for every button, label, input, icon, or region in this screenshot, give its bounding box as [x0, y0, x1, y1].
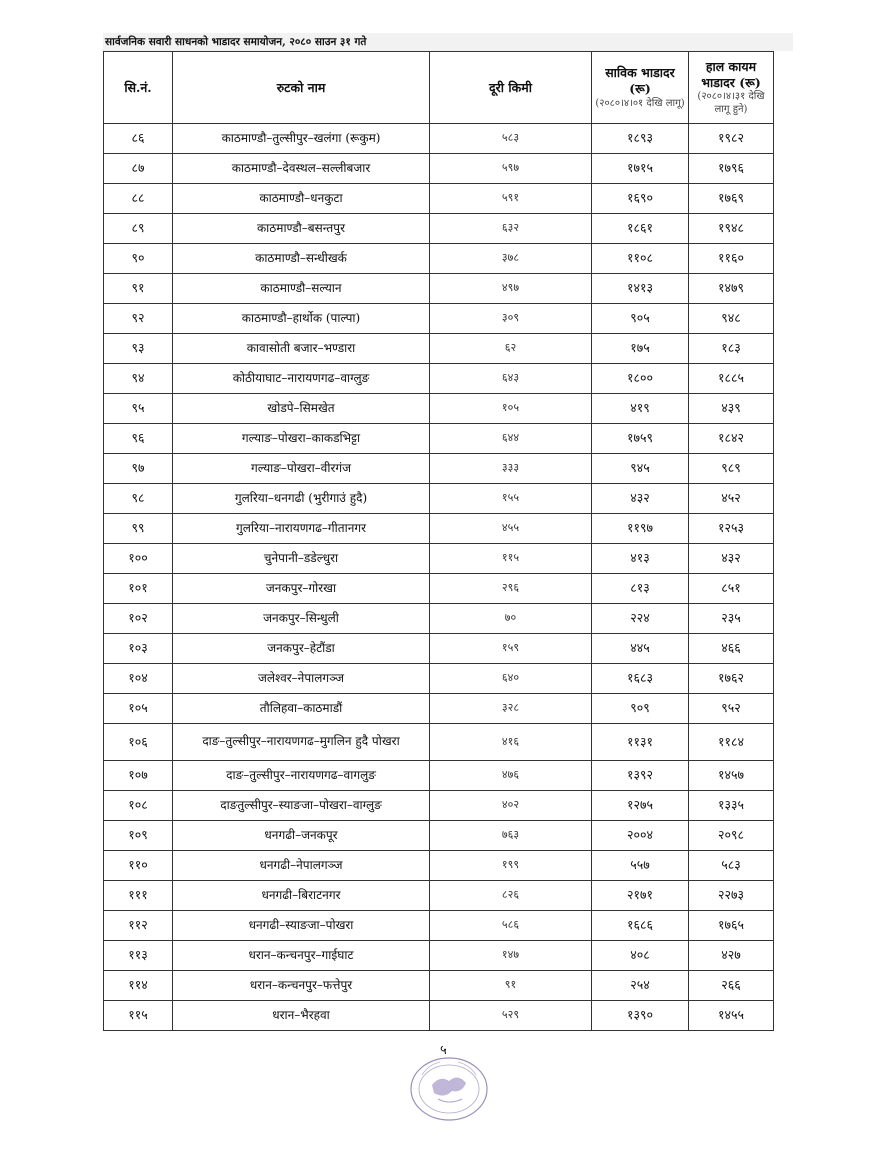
column-header-new-rate [689, 52, 774, 124]
row-distance: ६४३ [430, 364, 592, 394]
row-sn: १०४ [104, 664, 173, 694]
row-new-rate: १२५३ [689, 514, 774, 544]
table-row [104, 154, 774, 184]
table-row [104, 971, 774, 1001]
row-old-rate: १२७५ [592, 791, 689, 821]
table-row [104, 664, 774, 694]
row-old-rate: ४१३ [592, 544, 689, 574]
table-row [104, 484, 774, 514]
row-route: जलेश्वर–नेपालगञ्ज [173, 664, 430, 694]
row-route: दाङ–तुल्सीपुर–नारायणगढ–वागलुङ [173, 761, 430, 791]
table-row [104, 544, 774, 574]
new-rate-note: (२०८०।४।३१ देखि लागू हुने) [697, 91, 765, 116]
row-route: जनकपुर–सिन्धुली [173, 604, 430, 634]
row-route: धरान–भैरहवा [173, 1001, 430, 1031]
table-row [104, 1001, 774, 1031]
row-sn: १०० [104, 544, 173, 574]
row-sn: ११४ [104, 971, 173, 1001]
row-distance: ५९१ [430, 184, 592, 214]
row-new-rate: २०९८ [689, 821, 774, 851]
row-old-rate: १७५ [592, 334, 689, 364]
table-row [104, 634, 774, 664]
table-row [104, 941, 774, 971]
row-new-rate: १८४२ [689, 424, 774, 454]
row-distance: १५५ [430, 484, 592, 514]
row-sn: १०८ [104, 791, 173, 821]
row-old-rate: १७५९ [592, 424, 689, 454]
row-sn: ८६ [104, 124, 173, 154]
table-row [104, 184, 774, 214]
row-distance: ५८३ [430, 124, 592, 154]
row-distance: २९६ [430, 574, 592, 604]
row-old-rate: ११३१ [592, 724, 689, 761]
row-sn: १०६ [104, 724, 173, 761]
row-route: काठमाण्डौ–धनकुटा [173, 184, 430, 214]
row-distance: ४९७ [430, 274, 592, 304]
row-route: काठमाण्डौ–बसन्तपुर [173, 214, 430, 244]
row-route: गुलरिया–धनगढी (भुरीगाउं हुदै) [173, 484, 430, 514]
row-distance: १५९ [430, 634, 592, 664]
row-distance: ४१६ [430, 724, 592, 761]
row-new-rate: ८५१ [689, 574, 774, 604]
row-distance: १४७ [430, 941, 592, 971]
row-sn: ९२ [104, 304, 173, 334]
row-new-rate: ९५२ [689, 694, 774, 724]
row-distance: ३२८ [430, 694, 592, 724]
table-row [104, 821, 774, 851]
row-distance: ६४४ [430, 424, 592, 454]
row-route: काठमाण्डौ–तुल्सीपुर–खलंगा (रूकुम) [173, 124, 430, 154]
row-old-rate: १८६१ [592, 214, 689, 244]
row-sn: ९१ [104, 274, 173, 304]
office-seal-icon [408, 1055, 490, 1123]
row-distance: ७० [430, 604, 592, 634]
table-row [104, 724, 774, 761]
table-row [104, 304, 774, 334]
row-old-rate: २१७१ [592, 881, 689, 911]
row-new-rate: १८३ [689, 334, 774, 364]
row-sn: १०९ [104, 821, 173, 851]
row-sn: ११० [104, 851, 173, 881]
new-rate-label: हाल कायम भाडादर (रू) [701, 58, 761, 90]
table-row [104, 124, 774, 154]
row-sn: ९८ [104, 484, 173, 514]
row-sn: ९७ [104, 454, 173, 484]
row-sn: १०१ [104, 574, 173, 604]
row-new-rate: ११८४ [689, 724, 774, 761]
table-row [104, 911, 774, 941]
row-distance: ५९७ [430, 154, 592, 184]
row-route: काठमाण्डौ–सल्यान [173, 274, 430, 304]
row-new-rate: १३३५ [689, 791, 774, 821]
row-distance: ५८६ [430, 911, 592, 941]
row-old-rate: १७१५ [592, 154, 689, 184]
row-sn: १०७ [104, 761, 173, 791]
row-old-rate: ८१३ [592, 574, 689, 604]
row-route: जनकपुर–हेटौंडा [173, 634, 430, 664]
row-new-rate: ५८३ [689, 851, 774, 881]
row-route: गुलरिया–नारायणगढ–गीतानगर [173, 514, 430, 544]
row-distance: ३३३ [430, 454, 592, 484]
row-sn: १०२ [104, 604, 173, 634]
row-new-rate: ९८९ [689, 454, 774, 484]
row-sn: ८९ [104, 214, 173, 244]
row-new-rate: १७६९ [689, 184, 774, 214]
row-distance: ७६३ [430, 821, 592, 851]
row-sn: ९५ [104, 394, 173, 424]
column-header-old-rate [592, 52, 689, 124]
row-route: धनगढी–जनकपूर [173, 821, 430, 851]
row-route: खोडपे–सिमखेत [173, 394, 430, 424]
row-distance: ८२६ [430, 881, 592, 911]
row-distance: ५२९ [430, 1001, 592, 1031]
row-sn: ९९ [104, 514, 173, 544]
row-old-rate: ११०८ [592, 244, 689, 274]
table-row [104, 791, 774, 821]
row-sn: १११ [104, 881, 173, 911]
row-route: धनगढी–नेपालगञ्ज [173, 851, 430, 881]
row-new-rate: ४३२ [689, 544, 774, 574]
table-row [104, 394, 774, 424]
row-route: कोठीयाघाट–नारायणगढ–वाग्लुङ [173, 364, 430, 394]
row-distance: ४०२ [430, 791, 592, 821]
row-route: दाङ–तुल्सीपुर–नारायणगढ–मुगलिन हुदै पोखरा [173, 724, 430, 761]
row-distance: ३०९ [430, 304, 592, 334]
row-sn: १०५ [104, 694, 173, 724]
row-route: धरान–कन्चनपुर–फत्तेपुर [173, 971, 430, 1001]
row-new-rate: १९८२ [689, 124, 774, 154]
row-route: धरान–कन्चनपुर–गाईघाट [173, 941, 430, 971]
row-new-rate: ४३९ [689, 394, 774, 424]
row-new-rate: १७६२ [689, 664, 774, 694]
row-route: काठमाण्डौ–हार्थोक (पाल्पा) [173, 304, 430, 334]
row-sn: ८७ [104, 154, 173, 184]
table-row [104, 881, 774, 911]
row-sn: ९० [104, 244, 173, 274]
table-row [104, 574, 774, 604]
table-row [104, 334, 774, 364]
old-rate-label: साविक भाडादर (रू) [605, 65, 675, 96]
row-old-rate: ११९७ [592, 514, 689, 544]
row-sn: १०३ [104, 634, 173, 664]
row-distance: १०५ [430, 394, 592, 424]
row-route: जनकपुर–गोरखा [173, 574, 430, 604]
row-distance: ६४० [430, 664, 592, 694]
row-new-rate: १९४८ [689, 214, 774, 244]
column-header-route: रुटको नाम [173, 52, 430, 124]
row-new-rate: ४२७ [689, 941, 774, 971]
row-distance: ४७६ [430, 761, 592, 791]
table-row [104, 761, 774, 791]
row-distance: ११५ [430, 544, 592, 574]
row-distance: ६३२ [430, 214, 592, 244]
row-route: कावासोती बजार–भण्डारा [173, 334, 430, 364]
row-new-rate: २३५ [689, 604, 774, 634]
table-header-row [104, 52, 774, 124]
row-distance: ४५५ [430, 514, 592, 544]
row-old-rate: १८०० [592, 364, 689, 394]
row-sn: ९३ [104, 334, 173, 364]
row-old-rate: १८९३ [592, 124, 689, 154]
row-old-rate: ४१९ [592, 394, 689, 424]
table-row [104, 851, 774, 881]
document-header: सार्वजनिक सवारी साधनको भाडादर समायोजन, २०८० साउन ३१ गते [103, 33, 793, 51]
page-number: ५ [440, 1043, 447, 1058]
table-row [104, 454, 774, 484]
row-old-rate: ९०५ [592, 304, 689, 334]
row-old-rate: २५४ [592, 971, 689, 1001]
column-header-sn: सि.नं. [104, 52, 173, 124]
row-route: गल्याङ–पोखरा–काकडभिट्टा [173, 424, 430, 454]
row-old-rate: १३९२ [592, 761, 689, 791]
row-old-rate: १६८३ [592, 664, 689, 694]
row-old-rate: १६८६ [592, 911, 689, 941]
row-sn: ११३ [104, 941, 173, 971]
row-old-rate: ४३२ [592, 484, 689, 514]
row-route: दाङतुल्सीपुर–स्याङजा–पोखरा–वाग्लुङ [173, 791, 430, 821]
table-row [104, 274, 774, 304]
fare-table [103, 51, 774, 1031]
row-new-rate: ४६६ [689, 634, 774, 664]
table-row [104, 514, 774, 544]
row-old-rate: ५५७ [592, 851, 689, 881]
row-old-rate: २००४ [592, 821, 689, 851]
row-old-rate: १४१३ [592, 274, 689, 304]
old-rate-note: (२०८०।४।०१ देखि लागू) [595, 97, 685, 109]
row-new-rate: ११६० [689, 244, 774, 274]
table-row [104, 694, 774, 724]
row-old-rate: ४४५ [592, 634, 689, 664]
table-row [104, 604, 774, 634]
row-route: गल्याङ–पोखरा–वीरगंज [173, 454, 430, 484]
row-old-rate: ४०८ [592, 941, 689, 971]
row-new-rate: १४५७ [689, 761, 774, 791]
row-sn: ९४ [104, 364, 173, 394]
row-route: काठमाण्डौ–देवस्थल–सल्लीबजार [173, 154, 430, 184]
row-sn: ११५ [104, 1001, 173, 1031]
row-new-rate: २६६ [689, 971, 774, 1001]
row-distance: ६२ [430, 334, 592, 364]
table-row [104, 214, 774, 244]
row-route: तौलिहवा–काठमाडौं [173, 694, 430, 724]
table-row [104, 364, 774, 394]
row-new-rate: १७६५ [689, 911, 774, 941]
row-distance: ३७८ [430, 244, 592, 274]
row-old-rate: १३९० [592, 1001, 689, 1031]
row-old-rate: २२४ [592, 604, 689, 634]
row-new-rate: ९४८ [689, 304, 774, 334]
row-new-rate: २२७३ [689, 881, 774, 911]
row-route: काठमाण्डौ–सन्धीखर्क [173, 244, 430, 274]
row-old-rate: ९०९ [592, 694, 689, 724]
row-old-rate: १६९० [592, 184, 689, 214]
row-new-rate: १४५५ [689, 1001, 774, 1031]
row-distance: ९१ [430, 971, 592, 1001]
row-distance: १९९ [430, 851, 592, 881]
table-row [104, 424, 774, 454]
row-sn: ९६ [104, 424, 173, 454]
table-row [104, 244, 774, 274]
row-old-rate: ९४५ [592, 454, 689, 484]
row-sn: ११२ [104, 911, 173, 941]
row-route: चुनेपानी–डडेल्धुरा [173, 544, 430, 574]
row-new-rate: १४७९ [689, 274, 774, 304]
row-new-rate: ४५२ [689, 484, 774, 514]
table-body [104, 124, 774, 1031]
row-new-rate: १७९६ [689, 154, 774, 184]
row-route: धनगढी–बिराटनगर [173, 881, 430, 911]
row-new-rate: १८८५ [689, 364, 774, 394]
row-route: धनगढी–स्याङजा–पोखरा [173, 911, 430, 941]
column-header-distance: दूरी किमी [430, 52, 592, 124]
row-sn: ८८ [104, 184, 173, 214]
